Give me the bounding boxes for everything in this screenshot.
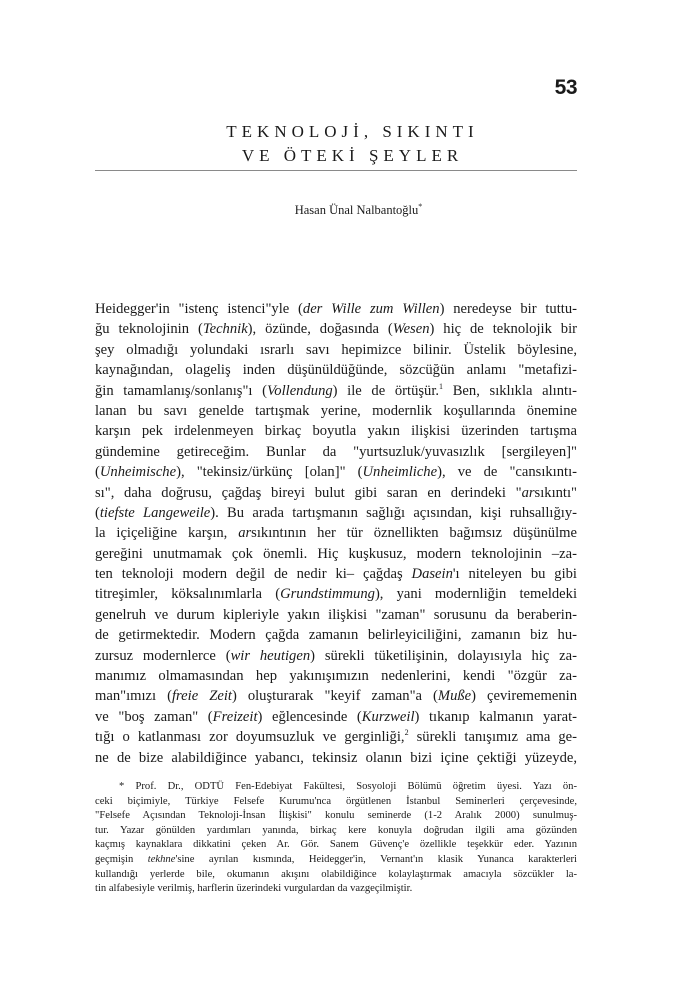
page-number: 53 [554,76,577,99]
body-line-15: titreşimler, köksalınımlarla (Grundstimmung), yani modernliğin temeldeki [95,586,577,603]
body-line-23: ne de bize alabildiğince yabancı, tekinsiz olanın bizi içine çektiği yüzeyde, [95,749,577,766]
title-line-2: VE ÖTEKİ ŞEYLER [241,146,464,165]
body-line-18: zursuz modernlerce (wir heutigen) sürekli tüketilişinin, dolayısıyla hiç za- [95,647,577,664]
body-line-5: ğin tamamlanış/sonlanış"ı (Vollendung) ile de örtüşür.$^1$ Ben, sıklıkla alıntı- [95,381,577,399]
body-line-6: lanan bu savı genelde tartışmak yerine, modernlik koşullarında önemine [95,402,577,419]
author-footnote-mark: * [418,202,423,211]
footnote-ref-1: 1 [439,381,444,391]
footnote-line-3: "Felsefe Açısından Teknoloji-İnsan İlişkisi" konulu seminerde (1-2 Aralık 2000) sunulmuş- [95,810,577,822]
footnote-line-1: * Prof. Dr., ODTÜ Fen-Edebiyat Fakültesi, Sosyoloji Bölümü öğretim üyesi. Yazı ön- [119,781,577,792]
body-line-7: karşın pek irdelenmeyen birkaç boyutla yakın ilişkisi üzerinden tartışma [95,423,577,440]
body-line-12: la içiçeliğine karşın, arsıkıntının her tür öznellikten bağımsız düşünülme [95,525,577,542]
body-line-14: ten teknoloji modern değil de nedir ki– çağdaş Dasein'ı niteleyen bu gibi [95,566,577,583]
title-line-1: TEKNOLOJİ, SIKINTI [226,122,479,141]
footnote-line-6: geçmişin tekhne'sine ayrılan kısmında, Heidegger'in, Vernant'ın klasik Yunanca karakterleri [95,853,577,865]
body-line-16: genelruh ve durum kipleriyle yakın ilişkisi "zaman" sorusunu da beraberin- [95,606,577,623]
body-line-4: kaynağından, olageliş inden düşünüldüğünde, sözcüğün anlamı "metafizi- [95,362,577,379]
body-line-9: (Unheimische), "tekinsiz/ürkünç [olan]" (Unheimliche), ve de "cansıkıntı- [95,464,577,481]
body-line-13: gereğini unutmamak çok önemli. Hiç kuşkusuz, modern teknolojinin –za- [95,545,577,562]
footnote-line-7: kullandığı yerlerde bile, okumanın akışını olabildiğince kolaylaştırmak amacıyla sözcükler la- [95,868,577,880]
body-line-2: ğu teknolojinin (Technik), özünde, doğasında (Wesen) hiç de teknolojik bir [95,321,577,338]
body-line-1: Heidegger'in "istenç istenci"yle (der Wille zum Willen) neredeyse bir tuttu- [95,301,577,317]
body-line-11: (tiefste Langeweile). Bu arada tartışmanın sağlığı açısından, kişi ruhsallığıy- [95,504,577,521]
footnote [95,780,577,897]
footnote-ref-2: 2 [404,728,409,738]
author-line [0,202,681,218]
body-line-8: gündemine getireceğim. Bunlar da "yurtsuzluk/yuvasızlık [sergileyen]" [95,443,577,460]
body-line-10: sı", daha doğrusu, çağdaş bireyi bulut gibi saran en derindeki "arsıkıntı" [95,484,577,501]
body-line-21: ve "boş zaman" (Freizeit) eğlencesinde (Kurzweil) tıkanıp kalmanın yarat- [95,708,577,725]
article-title [0,120,681,168]
footnote-line-4: tur. Yazar gönülden yardımları yanında, birkaç kere konuyla doğrudan ilgili ama gözünden [95,824,577,836]
body-text [95,299,577,768]
body-line-19: manımız olmamasından hep yakınışımızın nedenlerini, kendi "özgür za- [95,668,577,685]
footnote-line-8: tin alfabesiyle verilmiş, harflerin üzerindeki vurgulardan da vazgeçilmiştir. [95,883,413,895]
author-name: Hasan Ünal Nalbantoğlu [294,203,419,218]
body-line-3: şey olmadığı yolundaki ısrarlı savı hepimizce bilinir. Üstelik böylesine, [95,341,577,358]
footnote-line-5: kaçmış kaynaklara dikkatini çeken Ar. Gör. Sanem Güvenç'e özellikle teşekkür eder. Yazının [95,839,577,851]
body-line-17: de getirmektedir. Modern çağda zamanın belirleyiciliğini, zamanın biz hu- [95,627,577,644]
footnote-line-2: ceki biçimiyle, Türkiye Felsefe Kurumu'nca örgütlenen İstanbul Seminerleri çerçevesinde, [95,795,577,807]
body-line-22: tığı o katlanması zor doyumsuzluk ve gerginliği,$^2$ sürekli tanışımız ama ge- [95,728,577,746]
body-line-20: man"ımızı (freie Zeit) oluşturarak "keyif zaman"a (Muße) çevirememenin [95,688,577,705]
title-divider [95,170,577,171]
